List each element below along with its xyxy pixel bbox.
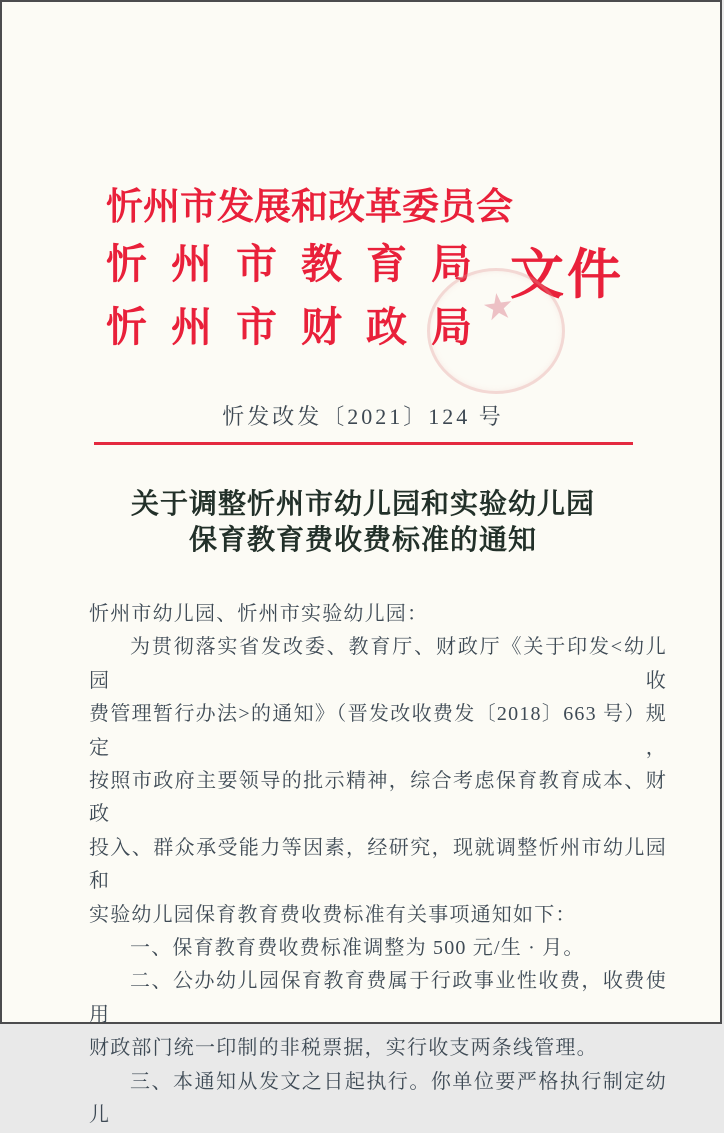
agency-name-char: 政 <box>366 304 407 350</box>
agency-name-education-bureau <box>106 242 472 287</box>
body-text-line: 按照市政府主要领导的批示精神，综合考虑保育教育成本、财政 <box>89 770 667 826</box>
agency-name-char: 教 <box>301 241 342 287</box>
agency-name-finance-bureau <box>106 305 472 350</box>
body-text-line: 为贯彻落实省发改委、教育厅、财政厅《关于印发<幼儿园收 <box>89 636 667 692</box>
body-text-line: 二、公办幼儿园保育教育费属于行政事业性收费，收费使用 <box>89 970 667 1026</box>
body-text-line: 忻州市幼儿园、忻州市实验幼儿园： <box>89 603 429 625</box>
document-reference-number: 忻发改发〔2021〕124 号 <box>222 404 504 429</box>
agency-name-char: 市 <box>236 241 277 287</box>
document-title <box>2 487 724 559</box>
body-text-line: 实验幼儿园保育教育费收费标准有关事项通知如下： <box>89 903 577 926</box>
agency-name-char: 忻 <box>106 241 147 287</box>
agency-name-char: 州 <box>171 241 212 287</box>
body-text-line: 投入、群众承受能力等因素，经研究，现就调整忻州市幼儿园和 <box>89 836 667 893</box>
agency-name-char: 忻 <box>106 304 147 350</box>
agency-name-char: 州 <box>171 304 212 350</box>
red-divider-line <box>94 442 633 445</box>
body-text-line: 一、保育教育费收费标准调整为 500 元/生 · 月。 <box>130 937 585 960</box>
document-title-line-1: 关于调整忻州市幼儿园和实验幼儿园 <box>130 489 595 520</box>
agency-name-char: 局 <box>431 304 472 350</box>
body-text-line: 三、本通知从发文之日起执行。你单位要严格执行制定幼儿 <box>89 1070 667 1127</box>
document-body <box>89 598 667 1133</box>
document-title-line-2: 保育教育费收费标准的通知 <box>188 525 537 556</box>
official-seal-stamp <box>427 268 565 394</box>
agency-name-char: 财 <box>301 304 342 350</box>
agency-name-development-reform-commission: 忻州市发展和改革委员会 <box>106 187 513 228</box>
body-text-line: 财政部门统一印制的非税票据，实行收支两条线管理。 <box>89 1037 598 1060</box>
agency-name-char: 育 <box>366 241 407 287</box>
seal-star-icon: ★ <box>479 284 517 330</box>
document-type-label: 文件 <box>510 245 624 305</box>
agency-name-char: 市 <box>236 304 277 350</box>
body-text-line: 费管理暂行办法>的通知》（晋发改收费发〔2018〕663 号）规定， <box>89 703 667 759</box>
agency-name-char: 局 <box>431 241 472 287</box>
